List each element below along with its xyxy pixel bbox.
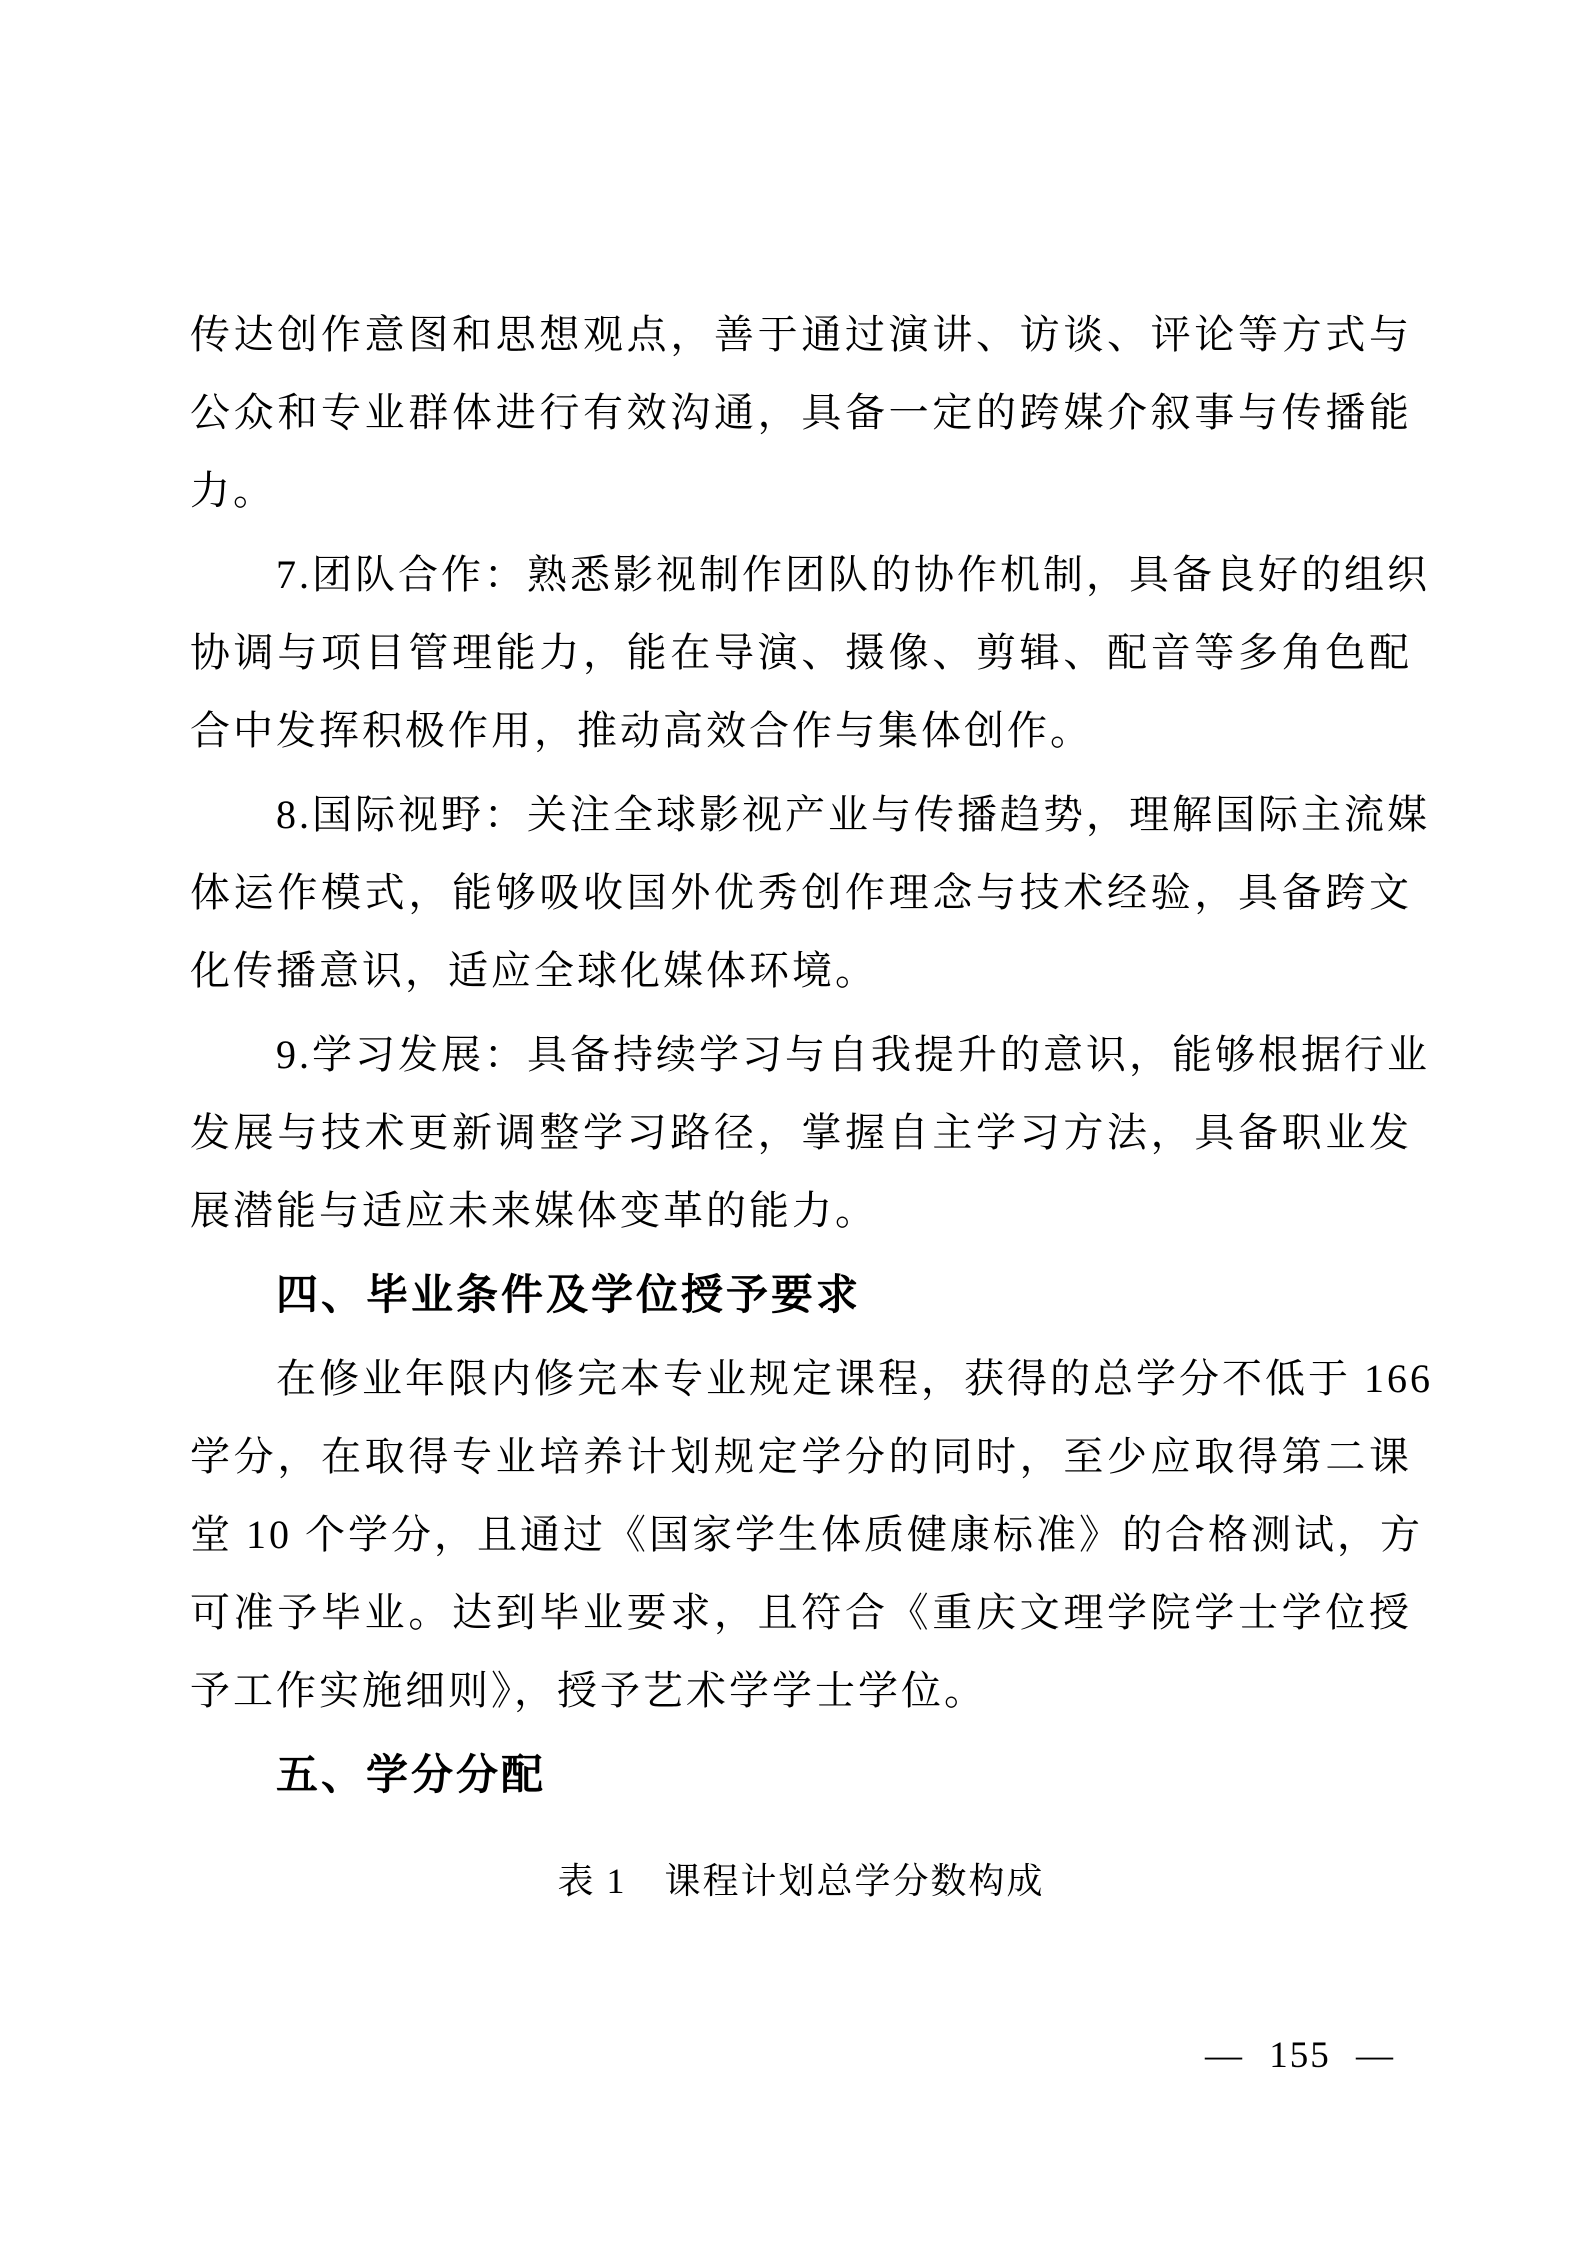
body-line: 7.团队合作：熟悉影视制作团队的协作机制，具备良好的组织 (276, 552, 1430, 597)
body-line: 堂 10 个学分，且通过《国家学生体质健康标准》的合格测试，方 (190, 1512, 1423, 1557)
body-line: 予工作实施细则》，授予艺术学学士学位。 (190, 1668, 987, 1713)
body-line: 可准予毕业。达到毕业要求，且符合《重庆文理学院学士学位授 (190, 1590, 1412, 1635)
document-content (190, 296, 1433, 1920)
paragraph-graduation-conditions (190, 1340, 1433, 1730)
paragraph-continuation (190, 296, 1412, 530)
paragraph-item-8-international-vision (190, 776, 1430, 1010)
paragraph-item-7-teamwork (190, 536, 1430, 770)
body-line: 协调与项目管理能力，能在导演、摄像、剪辑、配音等多角色配 (190, 630, 1412, 675)
body-line: 化传播意识，适应全球化媒体环境。 (190, 948, 878, 993)
table-caption: 表 1 课程计划总学分数构成 (557, 1861, 1045, 1901)
body-line: 8.国际视野：关注全球影视产业与传播趋势，理解国际主流媒 (276, 792, 1430, 837)
body-line: 展潜能与适应未来媒体变革的能力。 (190, 1188, 878, 1233)
section-heading-credit-allocation: 五、学分分配 (276, 1751, 547, 1798)
body-line: 合中发挥积极作用，推动高效合作与集体创作。 (190, 708, 1093, 753)
body-line: 体运作模式，能够吸收国外优秀创作理念与技术经验，具备跨文 (190, 870, 1412, 915)
body-line: 力。 (190, 468, 276, 513)
body-line: 在修业年限内修完本专业规定课程，获得的总学分不低于 166 (276, 1356, 1433, 1401)
paragraph-item-9-learning-development (190, 1016, 1430, 1250)
section-heading-graduation-requirements: 四、毕业条件及学位授予要求 (276, 1271, 862, 1318)
body-line: 发展与技术更新调整学习路径，掌握自主学习方法，具备职业发 (190, 1110, 1412, 1155)
body-line: 学分，在取得专业培养计划规定学分的同时，至少应取得第二课 (190, 1434, 1412, 1479)
body-line: 公众和专业群体进行有效沟通，具备一定的跨媒介叙事与传播能 (190, 390, 1412, 435)
body-line: 传达创作意图和思想观点，善于通过演讲、访谈、评论等方式与 (190, 312, 1412, 357)
page-number: — 155 — (1205, 2035, 1395, 2076)
body-line: 9.学习发展：具备持续学习与自我提升的意识，能够根据行业 (276, 1032, 1430, 1077)
